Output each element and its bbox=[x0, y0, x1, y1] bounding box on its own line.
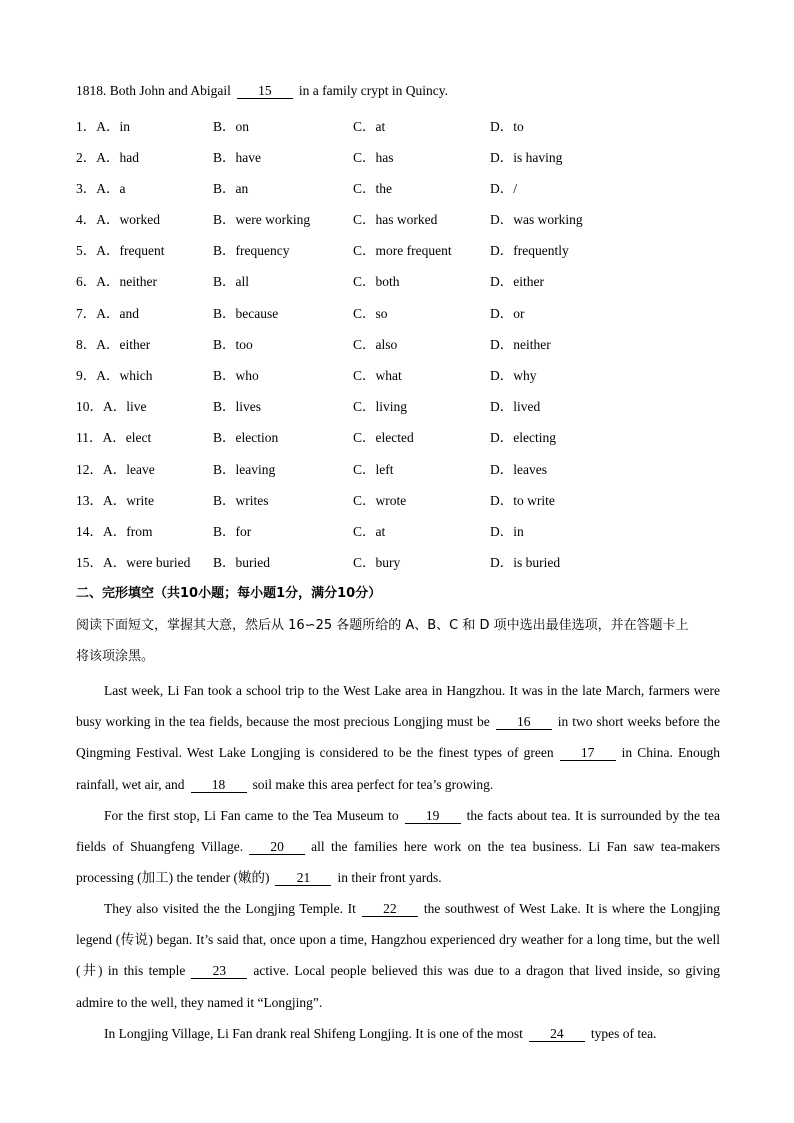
option-b: B．were working bbox=[213, 212, 311, 227]
question-row bbox=[76, 115, 776, 135]
option-d: D．frequently bbox=[490, 243, 569, 258]
option-a: 9．A．which bbox=[76, 368, 153, 383]
passage-paragraph-2 bbox=[76, 800, 720, 894]
blank-17: 17 bbox=[560, 746, 616, 761]
question-row bbox=[76, 520, 776, 540]
question-row bbox=[76, 426, 776, 446]
option-c: C．more frequent bbox=[353, 243, 452, 258]
p1-text-d: soil make this area perfect for tea’s growing. bbox=[252, 776, 494, 792]
option-d: D．electing bbox=[490, 430, 556, 445]
option-d: D．to bbox=[490, 119, 524, 134]
option-d: D．/ bbox=[490, 181, 517, 196]
option-d: D．lived bbox=[490, 399, 541, 414]
option-b: B．lives bbox=[213, 399, 262, 414]
option-b: B．frequency bbox=[213, 243, 290, 258]
blank-20: 20 bbox=[249, 840, 305, 855]
p2-text-a: For the first stop, Li Fan came to the Tea Museum to bbox=[104, 808, 399, 823]
top-sentence-before: 1818. Both John and Abigail bbox=[76, 83, 231, 98]
option-b: B．on bbox=[213, 119, 250, 134]
question-row bbox=[76, 208, 776, 228]
option-d: D．why bbox=[490, 368, 537, 383]
option-b: B．an bbox=[213, 181, 249, 196]
option-d: D．in bbox=[490, 524, 524, 539]
question-row bbox=[76, 364, 776, 384]
option-b: B．because bbox=[213, 306, 279, 321]
option-c: C．living bbox=[353, 399, 408, 414]
blank-15: 15 bbox=[237, 84, 293, 99]
p4-text-a: In Longjing Village, Li Fan drank real Shifeng Longjing. It is one of the most bbox=[104, 1026, 523, 1041]
question-row bbox=[76, 270, 776, 290]
option-d: D．is having bbox=[490, 150, 563, 165]
question-row bbox=[76, 551, 776, 571]
passage-paragraph-3 bbox=[76, 893, 720, 1018]
option-a: 14．A．from bbox=[76, 524, 153, 539]
passage-paragraph-4 bbox=[76, 1018, 720, 1049]
option-d: D．either bbox=[490, 274, 544, 289]
question-row bbox=[76, 395, 776, 415]
blank-23: 23 bbox=[191, 964, 247, 979]
option-c: C．wrote bbox=[353, 493, 407, 508]
question-row bbox=[76, 146, 776, 166]
option-b: B．all bbox=[213, 274, 249, 289]
top-sentence bbox=[76, 83, 448, 99]
option-a: 10．A．live bbox=[76, 399, 147, 414]
blank-21: 21 bbox=[275, 871, 331, 886]
section-title: 二、完形填空（共10小题；每小题1分，满分10分） bbox=[76, 586, 382, 601]
option-d: D．is buried bbox=[490, 555, 561, 570]
instruction-line-1: 阅读下面短文，掌握其大意，然后从 16∽25 各题所给的 A、B、C 和 D 项中选出最佳选项，并在答题卡上 bbox=[76, 618, 689, 633]
option-d: D．to write bbox=[490, 493, 555, 508]
p1-text-c: in China. Enough rainfall, wet air, and bbox=[76, 745, 720, 792]
option-b: B．leaving bbox=[213, 462, 276, 477]
passage-paragraph-1 bbox=[76, 675, 720, 800]
option-a: 7．A．and bbox=[76, 306, 139, 321]
p4-text-b: types of tea. bbox=[590, 1026, 657, 1041]
option-a: 2．A．had bbox=[76, 150, 139, 165]
p3-text-b: the southwest of West Lake. It is where the Longjing legend (传说) began. It’s said that, once upon a time, Hangzhou experienced dry weather for a long time, but the well (井) in this temple bbox=[76, 901, 720, 979]
option-c: C．both bbox=[353, 274, 400, 289]
instruction-line-2: 将该项涂黑。 bbox=[76, 649, 155, 664]
option-c: C．also bbox=[353, 337, 398, 352]
p1-text-b: in two short weeks before the Qingming Festival. West Lake Longjing is considered to be the finest types of green bbox=[76, 714, 720, 761]
option-a: 11．A．elect bbox=[76, 430, 152, 445]
option-b: B．buried bbox=[213, 555, 270, 570]
option-b: B．who bbox=[213, 368, 259, 383]
option-d: D．neither bbox=[490, 337, 551, 352]
option-c: C．so bbox=[353, 306, 388, 321]
option-c: C．has bbox=[353, 150, 394, 165]
option-b: B．for bbox=[213, 524, 252, 539]
option-c: C．elected bbox=[353, 430, 414, 445]
option-d: D．or bbox=[490, 306, 525, 321]
option-d: D．leaves bbox=[490, 462, 547, 477]
p3-text-c: active. Local people believed this was due to a dragon that lived inside, so giving admire to the well, they named it “Longjing”. bbox=[76, 963, 720, 1010]
blank-18: 18 bbox=[191, 778, 247, 793]
p2-text-c: all the families here work on the tea business. Li Fan saw tea-makers processing (加工) the tender (嫩的) bbox=[76, 839, 720, 886]
option-b: B．too bbox=[213, 337, 253, 352]
option-b: B．have bbox=[213, 150, 261, 165]
option-c: C．what bbox=[353, 368, 402, 383]
option-b: B．writes bbox=[213, 493, 269, 508]
option-a: 12．A．leave bbox=[76, 462, 155, 477]
question-row bbox=[76, 302, 776, 322]
option-a: 6．A．neither bbox=[76, 274, 157, 289]
question-row bbox=[76, 239, 776, 259]
option-d: D．was working bbox=[490, 212, 583, 227]
option-c: C．left bbox=[353, 462, 394, 477]
option-c: C．at bbox=[353, 119, 386, 134]
option-a: 8．A．either bbox=[76, 337, 151, 352]
option-c: C．has worked bbox=[353, 212, 438, 227]
option-a: 1．A．in bbox=[76, 119, 130, 134]
option-a: 5．A．frequent bbox=[76, 243, 165, 258]
question-row bbox=[76, 177, 776, 197]
option-c: C．bury bbox=[353, 555, 401, 570]
p1-text-a: Last week, Li Fan took a school trip to the West Lake area in Hangzhou. It was in the late March, farmers were busy working in the tea fields, because the most precious Longjing must be bbox=[76, 683, 720, 730]
option-c: C．the bbox=[353, 181, 392, 196]
p2-text-d: in their front yards. bbox=[337, 870, 442, 886]
top-sentence-after: in a family crypt in Quincy. bbox=[298, 83, 448, 98]
option-a: 13．A．write bbox=[76, 493, 154, 508]
option-b: B．election bbox=[213, 430, 279, 445]
blank-24: 24 bbox=[529, 1027, 585, 1042]
question-row bbox=[76, 489, 776, 509]
blank-22: 22 bbox=[362, 902, 418, 917]
option-a: 3．A．a bbox=[76, 181, 126, 196]
option-a: 15．A．were buried bbox=[76, 555, 191, 570]
question-row bbox=[76, 333, 776, 353]
blank-16: 16 bbox=[496, 715, 552, 730]
blank-19: 19 bbox=[405, 809, 461, 824]
question-row bbox=[76, 458, 776, 478]
p2-text-b: the facts about tea. It is surrounded by the tea fields of Shuangfeng Village. bbox=[76, 808, 721, 855]
p3-text-a: They also visited the the Longjing Temple. It bbox=[104, 901, 356, 916]
option-a: 4．A．worked bbox=[76, 212, 160, 227]
option-c: C．at bbox=[353, 524, 386, 539]
